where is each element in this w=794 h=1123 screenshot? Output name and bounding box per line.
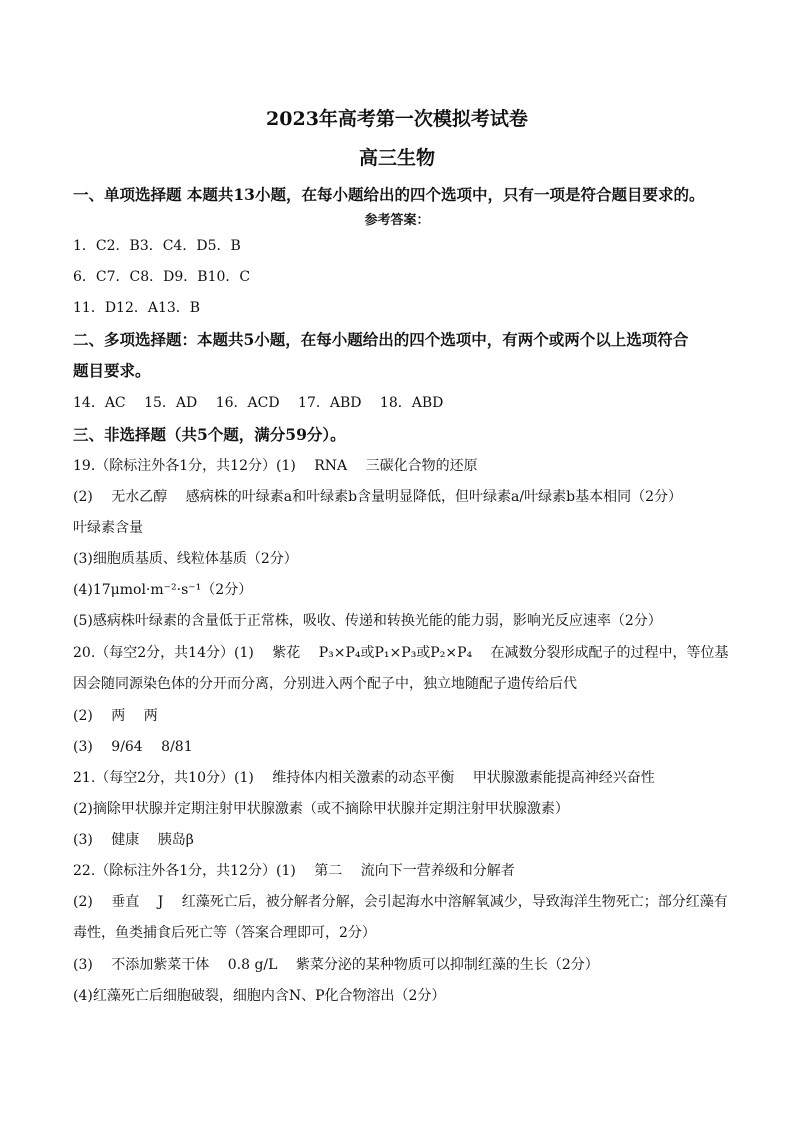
answer-line: (2) 无水乙醇 感病株的叶绿素a和叶绿素b含量明显降低，但叶绿素a/叶绿素b基本相同（2分） <box>73 489 682 505</box>
page-subtitle: 高三生物 <box>358 147 435 169</box>
answer-line: (3) 不添加紫菜干体 0.8 g/L 紫菜分泌的某种物质可以抑制红藻的生长（2分） <box>73 957 599 973</box>
mc-answer-row: 6．C7．C8．D9．B10．C <box>73 269 251 285</box>
answer-line: (3) 健康 胰岛β <box>73 832 194 848</box>
answer-label: 参考答案： <box>364 213 430 228</box>
answer-line: (5)感病株叶绿素的含量低于正常株，吸收、传递和转换光能的能力弱，影响光反应速率（2分） <box>73 613 662 629</box>
answer-line: 叶绿素含量 <box>73 520 143 536</box>
section1-heading: 一、单项选择题 本题共13小题，在每小题给出的四个选项中，只有一项是符合题目要求的。 <box>73 185 705 204</box>
answer-line: 因会随同源染色体的分开而分离，分别进入两个配子中，独立地随配子遗传给后代 <box>73 676 577 692</box>
answer-15: 15．AD <box>144 395 198 411</box>
multi-answer-row <box>73 393 734 413</box>
answer-line: 19.（除标注外各1分，共12分）(1) RNA 三碳化合物的还原 <box>73 458 478 474</box>
answer-line: (4)17μmol·m⁻²·s⁻¹（2分） <box>73 582 253 598</box>
answer-18: 18．ABD <box>379 395 444 411</box>
section2-heading: 二、多项选择题：本题共5小题，在每小题给出的四个选项中，有两个或两个以上选项符合 <box>73 330 689 349</box>
answer-line: (2) 两 两 <box>73 708 158 724</box>
mc-answer-row: 11．D12．A13．B <box>73 300 201 316</box>
mc-answer-row: 1．C2．B3．C4．D5．B <box>73 238 241 254</box>
answer-14: 14．AC <box>73 395 126 411</box>
answer-line: (3) 9/64 8/81 <box>73 739 193 755</box>
answer-line: (2)摘除甲状腺并定期注射甲状腺激素（或不摘除甲状腺并定期注射甲状腺激素） <box>73 801 569 817</box>
answer-line: (2) 垂直 J 红藻死亡后，被分解者分解，会引起海水中溶解氧减少，导致海洋生物死亡；部分红藻有 <box>73 894 728 910</box>
answer-line: 21.（每空2分，共10分）(1) 维持体内相关激素的动态平衡 甲状腺激素能提高神经兴奋性 <box>73 770 655 786</box>
answer-line: (4)红藻死亡后细胞破裂，细胞内含N、P化合物溶出（2分） <box>73 988 446 1004</box>
answer-line: 22.（除标注外各1分，共12分）(1) 第二 流向下一营养级和分解者 <box>73 863 515 879</box>
answer-line: (3)细胞质基质、线粒体基质（2分） <box>73 551 298 567</box>
answer-line: 20.（每空2分，共14分）(1) 紫花 P₃×P₄或P₁×P₃或P₂×P₄ 在减数分裂形成配子的过程中，等位基 <box>73 645 729 661</box>
answer-17: 17．ABD <box>298 395 362 411</box>
section2-heading-cont: 题目要求。 <box>73 361 151 380</box>
page-title: 2023年高考第一次模拟考试卷 <box>266 108 528 130</box>
section3-heading: 三、非选择题（共5个题，满分59分）。 <box>73 425 346 444</box>
answer-16: 16．ACD <box>215 395 280 411</box>
answer-line: 毒性，鱼类捕食后死亡等（答案合理即可，2分） <box>73 925 376 941</box>
